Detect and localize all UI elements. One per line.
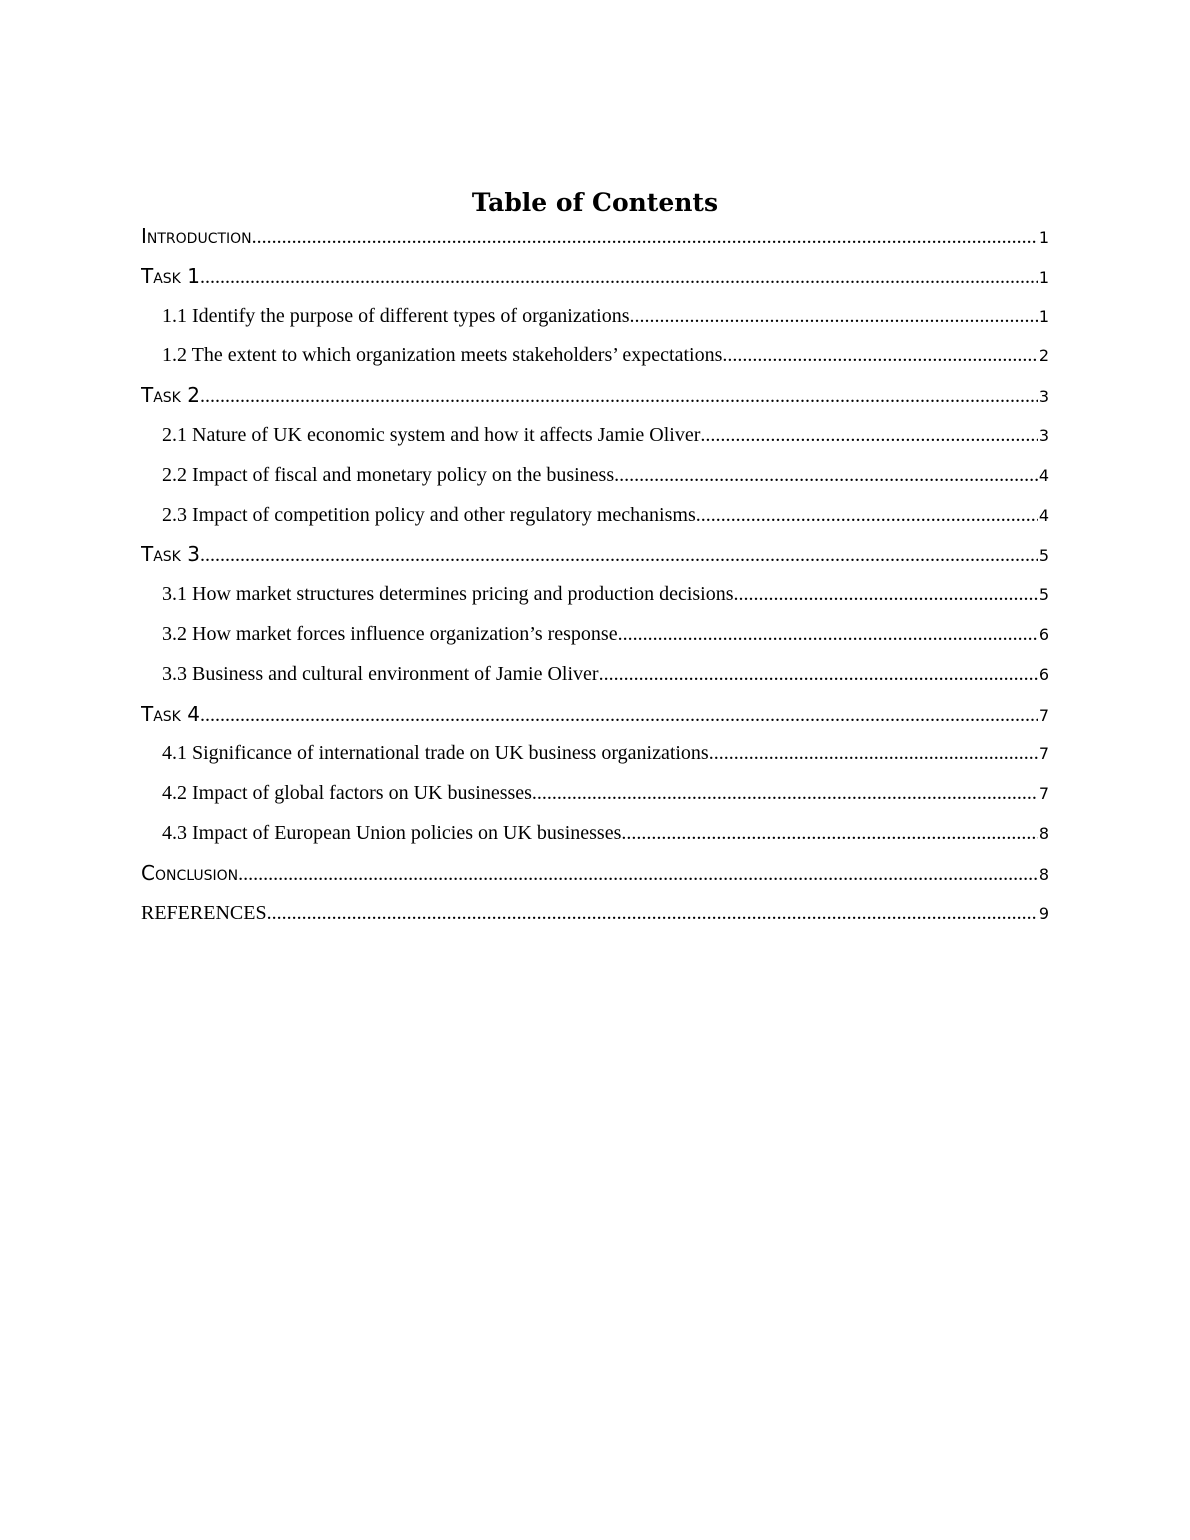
toc-page-number: 7: [1038, 784, 1049, 804]
toc-dot-leader: [532, 774, 1038, 814]
toc-page-number: 2: [1038, 346, 1049, 366]
toc-entry-task-2[interactable]: [141, 376, 1049, 416]
table-of-contents: [141, 217, 1049, 933]
toc-entry-1-2[interactable]: [141, 336, 1049, 376]
toc-dot-leader: [200, 536, 1038, 575]
toc-dot-leader: [709, 734, 1038, 774]
toc-dot-leader: [200, 377, 1038, 416]
toc-entry-4-2[interactable]: [141, 774, 1049, 814]
toc-entry-label: 3.1 How market structures determines pricing and production decisions: [162, 583, 734, 606]
toc-dot-leader: [599, 655, 1038, 695]
toc-dot-leader: [252, 218, 1038, 257]
toc-entry-introduction[interactable]: [141, 217, 1049, 257]
toc-entry-label: 1.2 The extent to which organization meets stakeholders’ expectations: [162, 344, 723, 367]
toc-page-number: 5: [1038, 546, 1049, 566]
toc-entry-label: Introduction: [141, 224, 252, 248]
toc-page-number: 6: [1038, 624, 1049, 644]
toc-page-number: 6: [1038, 664, 1049, 684]
toc-entry-3-2[interactable]: [141, 615, 1049, 655]
toc-entry-3-1[interactable]: [141, 575, 1049, 615]
toc-page-number: 8: [1038, 823, 1049, 843]
toc-entry-4-3[interactable]: [141, 814, 1049, 854]
toc-page-number: 5: [1038, 585, 1049, 605]
toc-entry-label: 2.1 Nature of UK economic system and how it affects Jamie Oliver: [162, 423, 701, 446]
toc-dot-leader: [200, 258, 1038, 297]
toc-dot-leader: [734, 575, 1038, 615]
toc-dot-leader: [614, 456, 1038, 496]
toc-page-number: 1: [1038, 267, 1049, 287]
toc-entry-2-2[interactable]: [141, 456, 1049, 496]
toc-dot-leader: [696, 496, 1038, 536]
toc-page-number: 3: [1038, 425, 1049, 445]
toc-entry-1-1[interactable]: [141, 297, 1049, 337]
toc-entry-label: Task 4: [141, 701, 200, 726]
toc-dot-leader: [238, 855, 1038, 894]
toc-entry-task-3[interactable]: [141, 535, 1049, 575]
toc-entry-label: Task 3: [141, 542, 200, 567]
toc-page-number: 4: [1038, 465, 1049, 485]
toc-entry-label: 2.2 Impact of fiscal and monetary policy on the business: [162, 463, 615, 486]
toc-dot-leader: [621, 814, 1037, 854]
toc-entry-2-3[interactable]: [141, 496, 1049, 536]
toc-entry-conclusion[interactable]: [141, 854, 1049, 894]
toc-dot-leader: [722, 336, 1037, 376]
toc-entry-label: 4.1 Significance of international trade on UK business organizations: [162, 742, 709, 765]
toc-page-number: 3: [1038, 387, 1049, 407]
toc-page-number: 1: [1038, 228, 1049, 247]
toc-entry-label: 3.2 How market forces influence organization’s response: [162, 622, 618, 645]
toc-page-number: 4: [1038, 505, 1049, 525]
toc-dot-leader: [629, 297, 1037, 337]
toc-page-number: 7: [1038, 744, 1049, 764]
toc-page-number: 1: [1038, 306, 1049, 326]
toc-dot-leader: [267, 894, 1038, 934]
toc-page-number: 8: [1038, 864, 1049, 884]
toc-dot-leader: [200, 696, 1038, 735]
toc-entry-label: Task 2: [141, 383, 200, 408]
toc-entry-label: 4.3 Impact of European Union policies on UK businesses: [162, 821, 622, 844]
toc-entry-2-1[interactable]: [141, 416, 1049, 456]
toc-entry-4-1[interactable]: [141, 734, 1049, 774]
toc-dot-leader: [700, 416, 1037, 456]
toc-entry-task-1[interactable]: [141, 257, 1049, 297]
toc-entry-3-3[interactable]: [141, 655, 1049, 695]
toc-entry-task-4[interactable]: [141, 695, 1049, 735]
toc-entry-label: Task 1: [141, 263, 200, 288]
toc-page-number: 7: [1038, 705, 1049, 725]
toc-entry-references[interactable]: [141, 894, 1049, 934]
toc-entry-label: 3.3 Business and cultural environment of Jamie Oliver: [162, 662, 599, 685]
toc-entry-label: Conclusion: [141, 860, 239, 885]
toc-entry-label: 2.3 Impact of competition policy and other regulatory mechanisms: [162, 503, 696, 526]
toc-entry-label: 4.2 Impact of global factors on UK businesses: [162, 782, 532, 805]
toc-page-number: 9: [1038, 903, 1049, 923]
toc-entry-label: REFERENCES: [141, 901, 267, 924]
toc-entry-label: 1.1 Identify the purpose of different types of organizations: [162, 304, 630, 327]
toc-dot-leader: [618, 615, 1038, 655]
page-title: Table of Contents: [471, 188, 719, 217]
